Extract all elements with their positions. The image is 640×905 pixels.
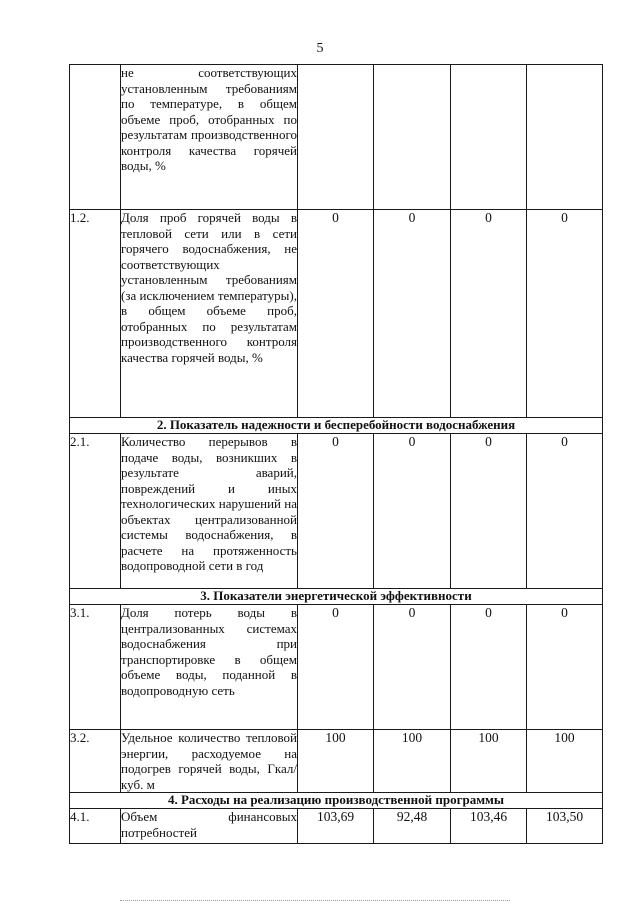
row-number: 3.2. (70, 730, 121, 793)
section-heading: 4. Расходы на реализацию производственной программы (70, 793, 603, 809)
row-description: Доля потерь воды в централизованных системах водоснабжения при транспортировке в общем объеме воды, поданной в водопроводную сеть (121, 605, 298, 730)
row-description: Удельное количество тепловой энергии, расходуемое на подогрев горячей воды, Гкал/куб. м (121, 730, 297, 792)
table-row (70, 65, 603, 210)
row-number: 4.1. (70, 809, 121, 844)
scan-edge-divider (120, 900, 510, 901)
value-cell: 0 (451, 434, 527, 589)
row-description: Количество перерывов в подаче воды, возникших в результате аварий, повреждений и иных технологических нарушений на объектах централизованной системы водоснабжения, в расчете на протяженность водопроводной сети в год (121, 434, 298, 589)
table-row (70, 434, 603, 589)
value-cell: 103,50 (527, 809, 603, 844)
value-cell: 0 (527, 434, 603, 589)
value-cell: 100 (451, 730, 527, 793)
value-cell: 103,46 (451, 809, 527, 844)
value-cell (527, 65, 603, 210)
value-cell: 0 (451, 210, 527, 418)
value-cell: 0 (527, 210, 603, 418)
value-cell: 0 (527, 605, 603, 730)
row-description: не соответствующих установленным требованиям по температуре, в общем объеме проб, отобранных по результатам производственного контроля качества горячей воды, % (121, 65, 298, 210)
value-cell: 100 (374, 730, 451, 793)
value-cell: 0 (298, 434, 374, 589)
value-cell (298, 65, 374, 210)
value-cell: 0 (374, 210, 451, 418)
section-header-row (70, 418, 603, 434)
table-row (70, 605, 603, 730)
value-cell: 0 (298, 605, 374, 730)
row-number: 1.2. (70, 210, 121, 418)
table-row (70, 730, 603, 793)
section-header-row (70, 793, 603, 809)
section-heading: 2. Показатель надежности и бесперебойности водоснабжения (70, 418, 603, 434)
row-number (70, 65, 121, 210)
page-number: 5 (316, 41, 324, 56)
row-description: Доля проб горячей воды в тепловой сети или в сети горячего водоснабжения, не соответствующих установленным требованиям (за исключением температуры), в общем объеме проб, отобранных по результатам производственного контроля качества горячей воды, % (121, 210, 298, 418)
section-header-row (70, 589, 603, 605)
indicators-table (69, 64, 603, 844)
value-cell: 0 (298, 210, 374, 418)
value-cell: 0 (374, 434, 451, 589)
value-cell (374, 65, 451, 210)
row-number: 3.1. (70, 605, 121, 730)
value-cell: 0 (451, 605, 527, 730)
value-cell: 0 (374, 605, 451, 730)
value-cell: 100 (298, 730, 374, 793)
section-heading: 3. Показатели энергетической эффективности (70, 589, 603, 605)
row-description: Объем финансовых потребностей (121, 809, 298, 844)
row-number: 2.1. (70, 434, 121, 589)
value-cell: 103,69 (298, 809, 374, 844)
value-cell (451, 65, 527, 210)
value-cell: 100 (527, 730, 603, 793)
table-row (70, 809, 603, 844)
table-row (70, 210, 603, 418)
value-cell: 92,48 (374, 809, 451, 844)
